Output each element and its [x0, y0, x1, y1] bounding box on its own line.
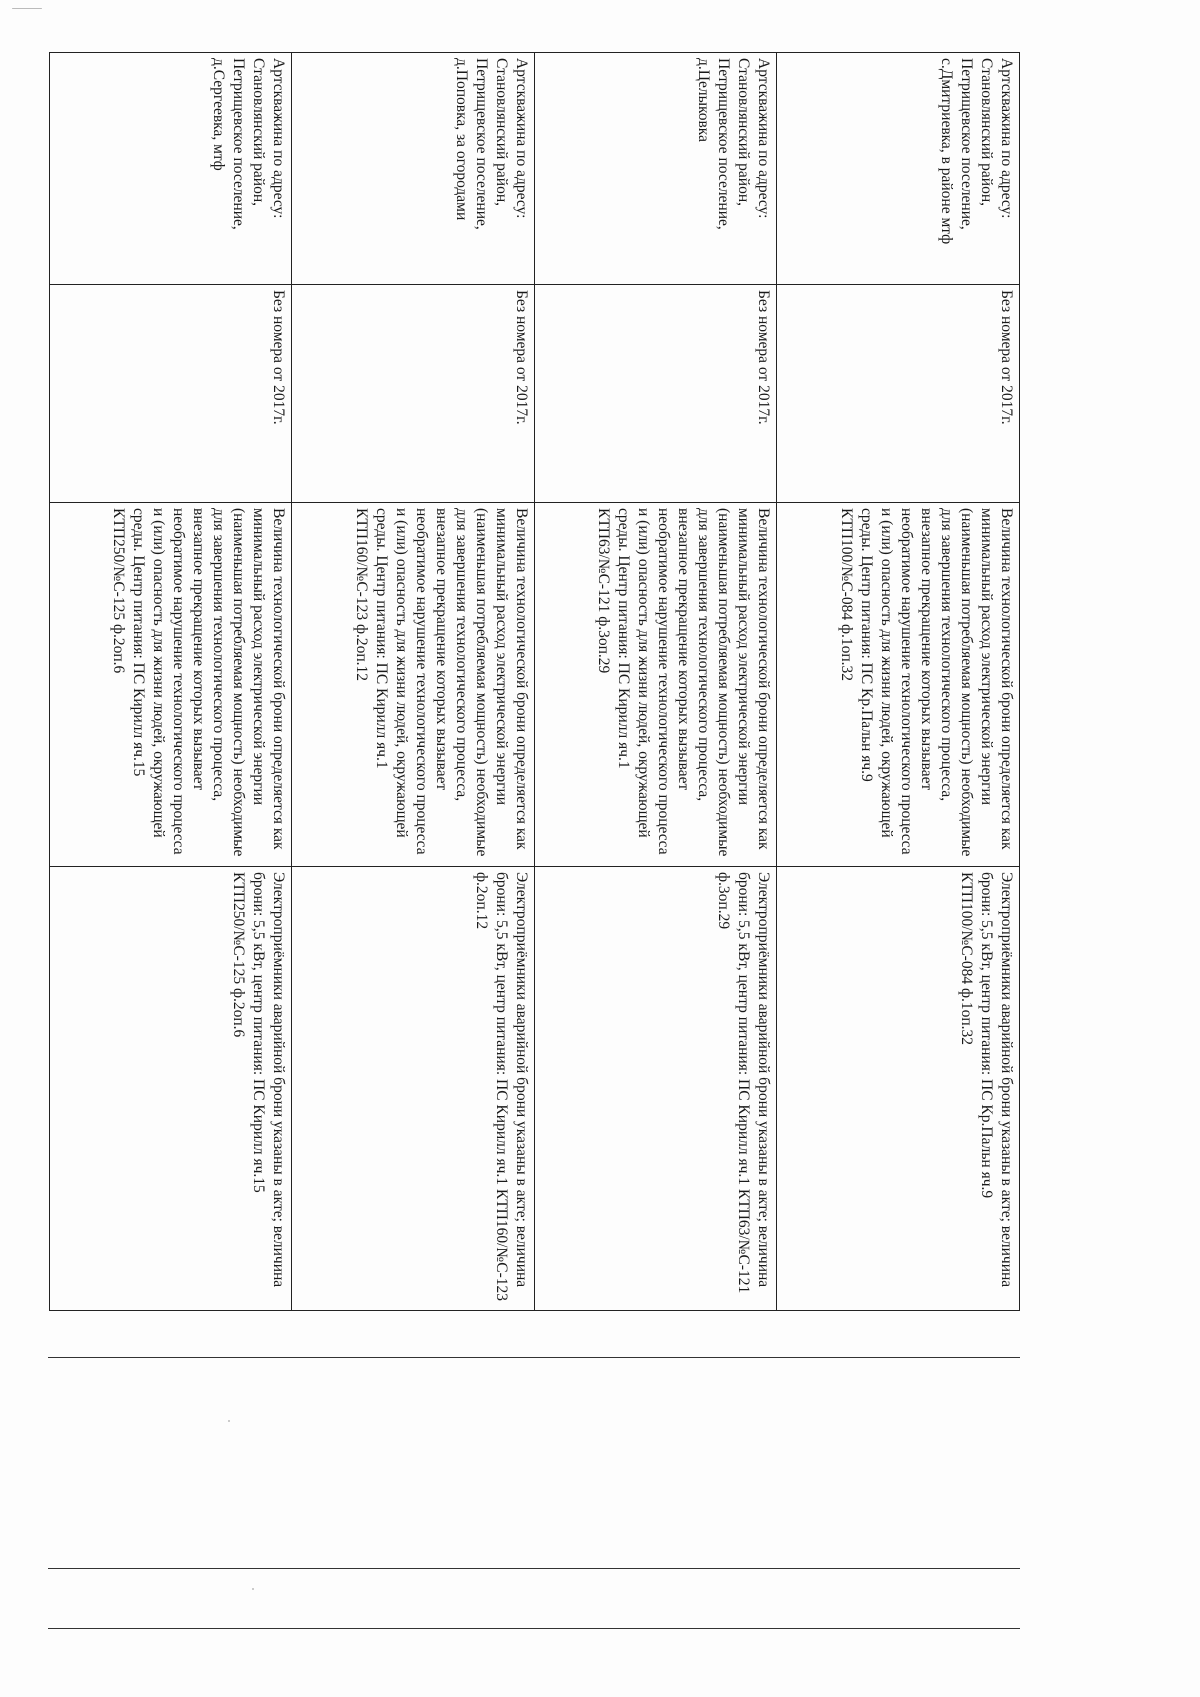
table-row	[535, 53, 778, 1311]
document-cell: Без номера от 2017г.	[292, 285, 535, 503]
emergency-reserve-cell: Электроприёмники аварийной брони указаны в акте; величина брони: 5,5 кВт, центр питания: ПС Кирилл яч.15 КТП250/№С-125 ф.2оп.6	[50, 867, 293, 1311]
technological-reserve-cell: Величина технологической брони определяется как минимальный расход электрической энергии (наименьшая потребляемая мощность) необходимые для завершения технологического процесса, внезапное прекращение которых вызывает необратимое нарушение технологического процесса и (или) опасность для жизни людей, окружающей среды. Центр питания: ПС Кирилл яч.1 КТП160/№С-123 ф.2оп.12	[292, 503, 535, 867]
scan-speck	[228, 1420, 230, 1422]
table-row	[50, 53, 293, 1311]
object-cell: Артскважина по адресу: Становлянский район, Петрищевское поселение, д.Сергеевка, мтф	[50, 53, 293, 285]
scan-speck	[252, 1588, 254, 1590]
signature-line-top	[48, 1357, 1020, 1358]
scan-speck	[12, 8, 42, 9]
object-cell: Артскважина по адресу: Становлянский район, Петрищевское поселение, д.Целыковка	[535, 53, 778, 285]
rotated-table-container	[50, 52, 1020, 1310]
document-cell: Без номера от 2017г.	[50, 285, 293, 503]
object-cell: Артскважина по адресу: Становлянский район, Петрищевское поселение, д.Поповка, за огородами	[292, 53, 535, 285]
technological-reserve-cell: Величина технологической брони определяется как минимальный расход электрической энергии (наименьшая потребляемая мощность) необходимые для завершения технологического процесса, внезапное прекращение которых вызывает необратимое нарушение технологического процесса и (или) опасность для жизни людей, окружающей среды. Центр питания: ПС Кр.Пальн яч.9 КТП100/№С-084 ф.1оп.32	[777, 503, 1020, 867]
emergency-reserve-cell: Электроприёмники аварийной брони указаны в акте; величина брони: 5,5 кВт, центр питания: ПС Кирилл яч.1 КТП63/№С-121 ф.3оп.29	[535, 867, 778, 1311]
emergency-reserve-cell: Электроприёмники аварийной брони указаны в акте; величина брони: 5,5 кВт, центр питания: ПС Кирилл яч.1 КТП160/№С-123 ф.2оп.12	[292, 867, 535, 1311]
object-cell: Артскважина по адресу: Становлянский район, Петрищевское поселение, с.Дмитриевка, в районе мтф	[777, 53, 1020, 285]
signature-line-bottom	[48, 1628, 1020, 1629]
reservation-table	[49, 52, 1020, 1311]
technological-reserve-cell: Величина технологической брони определяется как минимальный расход электрической энергии (наименьшая потребляемая мощность) необходимые для завершения технологического процесса, внезапное прекращение которых вызывает необратимое нарушение технологического процесса и (или) опасность для жизни людей, окружающей среды. Центр питания: ПС Кирилл яч.1 КТП63/№С-121 ф.3оп.29	[535, 503, 778, 867]
emergency-reserve-cell: Электроприёмники аварийной брони указаны в акте; величина брони: 5,5 кВт, центр питания: ПС Кр.Пальн яч.9 КТП100/№С-084 ф.1оп.32	[777, 867, 1020, 1311]
document-cell: Без номера от 2017г.	[535, 285, 778, 503]
table-row	[292, 53, 535, 1311]
table-row	[777, 53, 1020, 1311]
signature-line-middle	[48, 1568, 1020, 1569]
technological-reserve-cell: Величина технологической брони определяется как минимальный расход электрической энергии (наименьшая потребляемая мощность) необходимые для завершения технологического процесса, внезапное прекращение которых вызывает необратимое нарушение технологического процесса и (или) опасность для жизни людей, окружающей среды. Центр питания: ПС Кирилл яч.15 КТП250/№С-125 ф.2оп.6	[50, 503, 293, 867]
document-cell: Без номера от 2017г.	[777, 285, 1020, 503]
